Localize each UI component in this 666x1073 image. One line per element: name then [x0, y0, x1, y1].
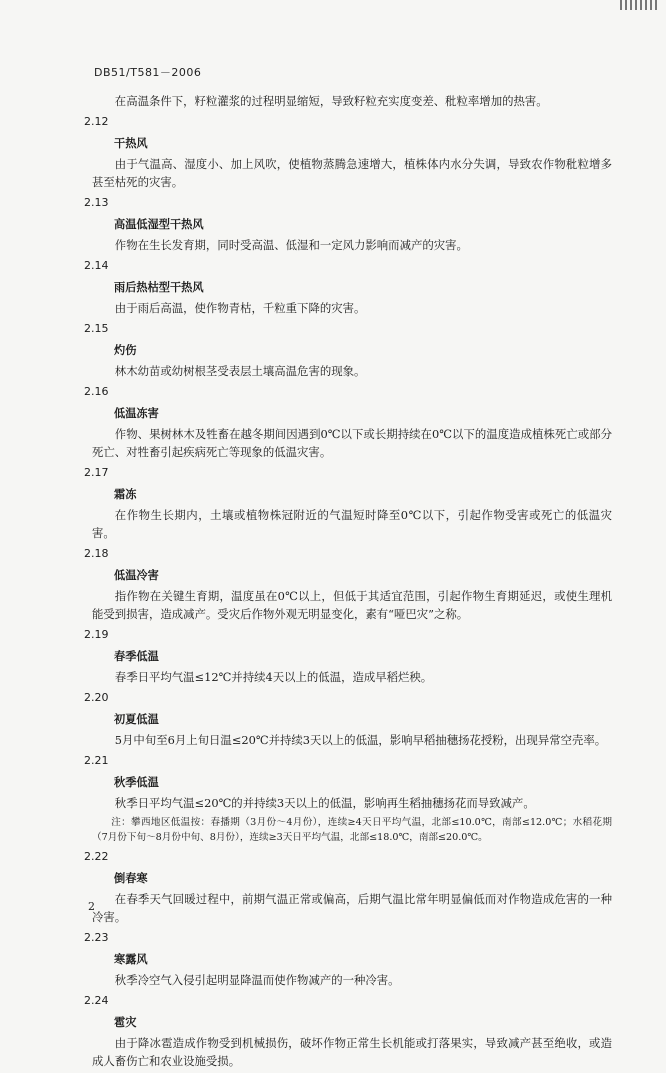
section-term: 秋季低温 [114, 776, 159, 789]
section-term: 低温冷害 [114, 569, 159, 582]
section-number: 2.15 [84, 322, 109, 335]
section-term: 春季低温 [114, 650, 159, 663]
section-number: 2.17 [84, 466, 109, 479]
section-term: 初夏低温 [114, 713, 159, 726]
term-sections [84, 113, 612, 1070]
section-number: 2.14 [84, 259, 109, 272]
section-number: 2.16 [84, 385, 109, 398]
section-definition: 春季日平均气温≤12℃并持续4天以上的低温，造成早稻烂秧。 [114, 670, 433, 684]
scan-edge-marks [620, 0, 660, 10]
section-term: 高温低湿型干热风 [114, 218, 204, 231]
section-term: 倒春寒 [114, 872, 148, 885]
section-definition: 作物在生长发育期，同时受高温、低湿和一定风力影响而减产的灾害。 [114, 238, 468, 252]
intro-paragraph: 在高温条件下，籽粒灌浆的过程明显缩短，导致籽粒充实度变差、秕粒率增加的热害。 [114, 94, 548, 108]
page-number: 2 [88, 900, 95, 913]
section-number: 2.21 [84, 754, 109, 767]
document-code: DB51/T581－2006 [94, 66, 202, 79]
section-note: 注：攀西地区低温按：春播期（3月份～4月份），连续≥4天日平均气温，北部≤10.0℃，南部≤12.0℃；水稻花期（7月份下旬～8月份中旬、8月份），连续≥3天日平均气温，北部≤18.0℃，南部≤20.0℃。 [92, 817, 612, 843]
section-definition: 指作物在关键生育期，温度虽在0℃以上，但低于其适宜范围，引起作物生育期延迟，或使生理机能受到损害，造成减产。受灾后作物外观无明显变化，素有“哑巴灾”之称。 [92, 589, 612, 621]
section-definition: 在作物生长期内，土壤或植物株冠附近的气温短时降至0℃以下，引起作物受害或死亡的低温灾害。 [92, 508, 612, 540]
section-definition: 作物、果树林木及牲畜在越冬期间因遇到0℃以下或长期持续在0℃以下的温度造成植株死亡或部分死亡、对牲畜引起疾病死亡等现象的低温灾害。 [92, 427, 612, 459]
section-definition: 由于雨后高温，使作物青枯，千粒重下降的灾害。 [114, 301, 366, 315]
section-term: 干热风 [114, 137, 148, 150]
section-number: 2.19 [84, 628, 109, 641]
section-definition: 秋季日平均气温≤20℃的并持续3天以上的低温，影响再生稻抽穗扬花而导致减产。 [114, 796, 535, 810]
section-number: 2.23 [84, 931, 109, 944]
section-term: 霜冻 [114, 488, 137, 501]
section-number: 2.18 [84, 547, 109, 560]
section-term: 雹灾 [114, 1016, 137, 1029]
section-number: 2.20 [84, 691, 109, 704]
document-body [84, 92, 612, 1073]
section-definition: 5月中旬至6月上旬日温≤20℃并持续3天以上的低温，影响早稻抽穗扬花授粉，出现异常空壳率。 [114, 733, 607, 747]
section-number: 2.22 [84, 850, 109, 863]
section-number: 2.13 [84, 196, 109, 209]
section-definition: 在春季天气回暖过程中，前期气温正常或偏高，后期气温比常年明显偏低而对作物造成危害的一种冷害。 [92, 892, 612, 924]
section-definition: 由于气温高、湿度小、加上风吹，使植物蒸腾急速增大，植株体内水分失调，导致农作物秕粒增多甚至枯死的灾害。 [92, 157, 612, 189]
section-number: 2.24 [84, 994, 109, 1007]
section-number: 2.12 [84, 115, 109, 128]
section-term: 寒露风 [114, 953, 148, 966]
section-definition: 秋季冷空气入侵引起明显降温而使作物减产的一种冷害。 [114, 973, 400, 987]
section-term: 低温冻害 [114, 407, 159, 420]
section-term: 雨后热枯型干热风 [114, 281, 204, 294]
section-term: 灼伤 [114, 344, 137, 357]
section-definition: 由于降冰雹造成作物受到机械损伤，破坏作物正常生长机能或打落果实，导致减产甚至绝收，或造成人畜伤亡和农业设施受损。 [92, 1036, 612, 1068]
section-definition: 林木幼苗或幼树根茎受表层土壤高温危害的现象。 [114, 364, 366, 378]
